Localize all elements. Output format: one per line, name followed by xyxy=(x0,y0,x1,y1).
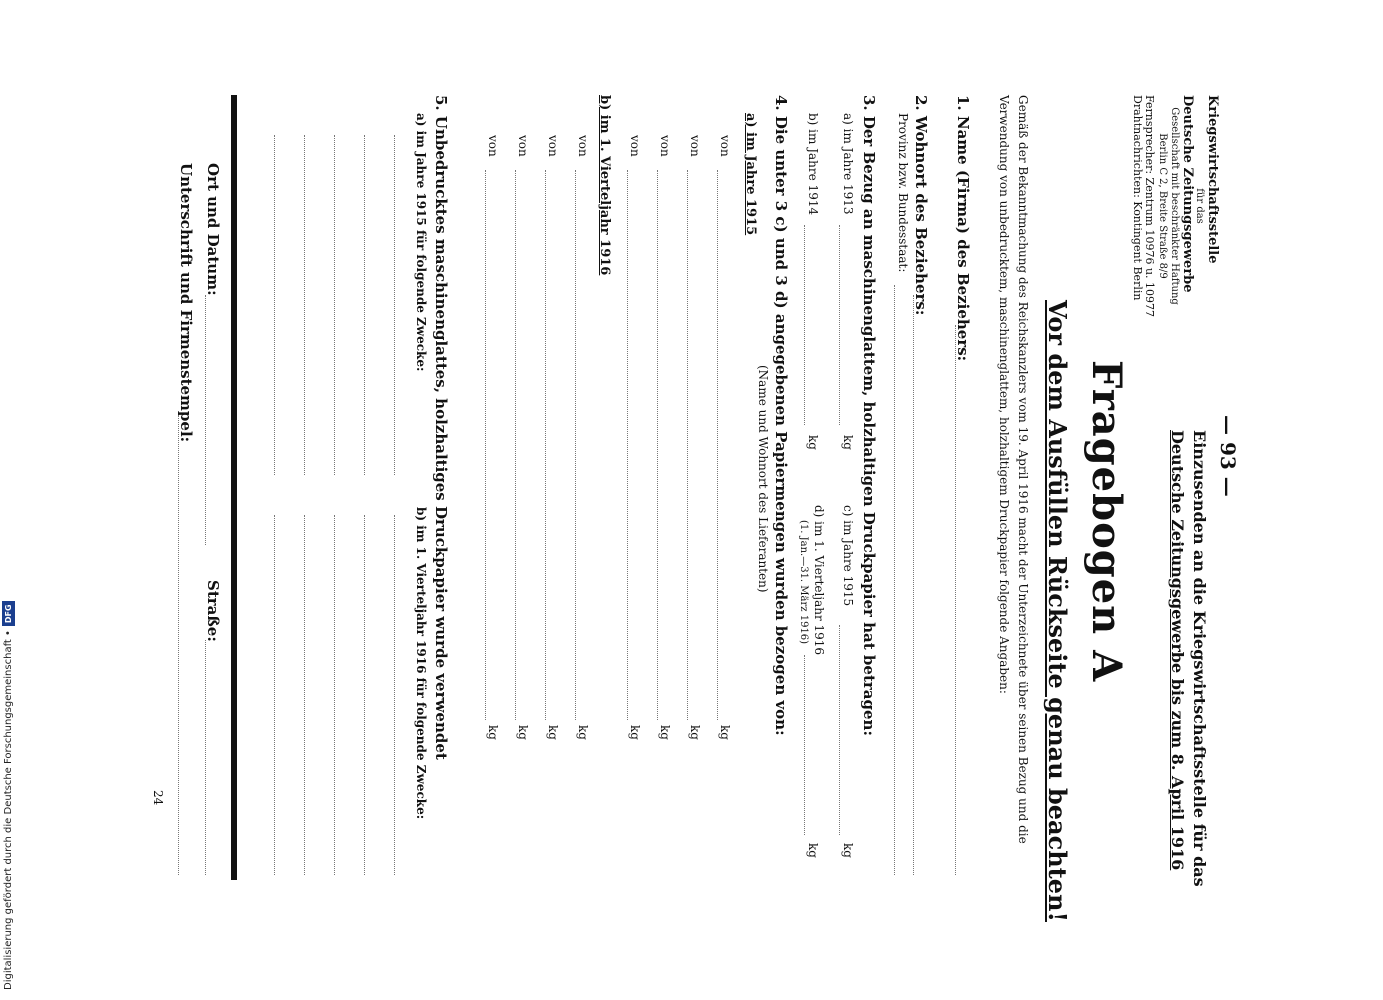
q2-province-line[interactable] xyxy=(894,285,895,875)
q4a-line-1[interactable] xyxy=(717,170,718,720)
question-5: 5. Unbedrucktes maschinenglattes, holzhaltiges Druckpapier wurde verwendet xyxy=(432,95,450,760)
q5b-line-3[interactable] xyxy=(334,515,335,875)
form-subtitle: Vor dem Ausfüllen Rückseite genau beachten! xyxy=(1043,300,1072,922)
q4a-unit-4: kg xyxy=(628,725,642,740)
q4b-von-1: von xyxy=(576,135,590,157)
question-2: 2. Wohnort des Beziehers: xyxy=(912,95,930,316)
q4b-von-4: von xyxy=(486,135,500,157)
q4b-label: b) im 1. Vierteljahr 1916 xyxy=(597,95,612,276)
signature-line[interactable] xyxy=(178,415,179,875)
q4a-von-4: von xyxy=(628,135,642,157)
sender-line-2: für das xyxy=(1194,188,1206,224)
q1-answer-line[interactable] xyxy=(955,325,956,875)
send-to-line-1: Einzusenden an die Kriegswirtschaftsstelle für das xyxy=(1190,430,1209,887)
q4b-unit-4: kg xyxy=(486,725,500,740)
signature-label: Unterschrift und Firmenstempel: xyxy=(177,163,195,443)
q4b-von-3: von xyxy=(516,135,530,157)
q3d-unit: kg xyxy=(806,843,820,858)
send-to-line-2: Deutsche Zeitungsgewerbe bis zum 8. April 1916 xyxy=(1168,430,1187,871)
q5a-line-1[interactable] xyxy=(394,135,395,475)
q5b-label: b) im 1. Vierteljahr 1916 für folgende Zwecke: xyxy=(414,507,428,820)
section-rule xyxy=(231,95,237,880)
q4b-prefix xyxy=(597,95,612,275)
sender-line-6: Fernsprecher: Zentrum 10976 u. 10977 xyxy=(1143,95,1157,318)
sender-line-1: Kriegswirtschaftsstelle xyxy=(1205,95,1220,264)
q5a-line-5[interactable] xyxy=(274,135,275,475)
q4b-line-1[interactable] xyxy=(575,170,576,720)
rotated-form-page xyxy=(140,95,1240,922)
q5b-line-1[interactable] xyxy=(394,515,395,875)
q4b-von-2: von xyxy=(546,135,560,157)
q4a-label: a) im Jahre 1915 xyxy=(743,113,758,236)
dfg-logo: DFG xyxy=(2,601,15,626)
q4b-unit-2: kg xyxy=(546,725,560,740)
footer xyxy=(2,601,15,990)
q3b-answer-line[interactable] xyxy=(804,225,805,425)
q4a-line-4[interactable] xyxy=(627,170,628,720)
q4a-prefix xyxy=(743,113,758,235)
sender-line-7: Drahtnachrichten: Kontingent Berlin xyxy=(1131,95,1144,301)
q5a-line-3[interactable] xyxy=(334,135,335,475)
q3c-answer-line[interactable] xyxy=(839,625,840,835)
q5b-line-5[interactable] xyxy=(274,515,275,875)
q4a-line-3[interactable] xyxy=(657,170,658,720)
q3a-label: a) im Jahre 1913 xyxy=(841,113,855,215)
send-to-block xyxy=(1166,430,1210,887)
footer-text: Digitalisierung gefördert durch die Deutsche Forschungsgemeinschaft • xyxy=(3,630,14,990)
q3c-unit: kg xyxy=(841,843,855,858)
q5b-line-2[interactable] xyxy=(364,515,365,875)
q5b-line-4[interactable] xyxy=(304,515,305,875)
q3b-unit: kg xyxy=(806,435,820,450)
sender-line-5: Berlin C 2, Breite Straße 8/9 xyxy=(1157,133,1168,279)
q3c-label: c) im Jahre 1915 xyxy=(841,505,855,607)
q5a-label: a) im Jahre 1915 für folgende Zwecke: xyxy=(414,113,428,372)
q2-answer-line[interactable] xyxy=(913,295,914,875)
question-3: 3. Der Bezug an maschinenglattem, holzhaltigen Druckpapier hat betragen: xyxy=(860,95,878,736)
q3d-label: d) im 1. Vierteljahr 1916 xyxy=(812,505,826,656)
q3a-answer-line[interactable] xyxy=(839,225,840,425)
q4b-unit-3: kg xyxy=(516,725,530,740)
q4a-line-2[interactable] xyxy=(687,170,688,720)
q3d-note: (1. Jan.—31. März 1916) xyxy=(798,520,809,645)
sender-line-3: Deutsche Zeitungsgewerbe xyxy=(1180,95,1195,293)
strasse-line[interactable] xyxy=(205,640,206,875)
q4a-von-3: von xyxy=(658,135,672,157)
q2-province-label: Provinz bzw. Bundesstaat: xyxy=(896,113,910,273)
sender-line-4: Gesellschaft mit beschränkter Haftung xyxy=(1169,107,1181,305)
q4a-unit-1: kg xyxy=(718,725,732,740)
ort-datum-line[interactable] xyxy=(205,295,206,545)
q3b-label: b) im Jahre 1914 xyxy=(806,113,820,216)
q4a-unit-2: kg xyxy=(688,725,702,740)
q4a-von-1: von xyxy=(718,135,732,157)
intro-text: Gemäß der Bekanntmachung des Reichskanzlers vom 19. April 1916 macht der Unterzeichnete über seinen Bezug und die Verwendung von unbedrucktem, maschinenglattem, holzhaltigem Druckpapier folgende Angaben: xyxy=(997,95,1030,844)
question-4: 4. Die unter 3 c) und 3 d) angegebenen Papiermengen wurden bezogen von: xyxy=(772,95,790,736)
sender-block xyxy=(1131,95,1219,317)
q4b-line-2[interactable] xyxy=(545,170,546,720)
q5a-line-2[interactable] xyxy=(364,135,365,475)
q3d-answer-line[interactable] xyxy=(804,655,805,835)
q4a-unit-3: kg xyxy=(658,725,672,740)
q4-note: (Name und Wohnort des Lieferanten) xyxy=(756,365,770,593)
form-number: 24 xyxy=(151,790,165,806)
q5a-line-4[interactable] xyxy=(304,135,305,475)
q4b-unit-1: kg xyxy=(576,725,590,740)
q4a-von-2: von xyxy=(688,135,702,157)
form-title: Fragebogen A xyxy=(1083,360,1130,683)
question-1: 1. Name (Firma) des Beziehers: xyxy=(954,95,972,362)
q4b-line-3[interactable] xyxy=(515,170,516,720)
q3a-unit: kg xyxy=(841,435,855,450)
ort-datum-label: Ort und Datum: xyxy=(204,163,222,296)
page-number: — 93 — xyxy=(1216,415,1240,497)
strasse-label: Straße: xyxy=(204,580,222,642)
q4b-line-4[interactable] xyxy=(485,170,486,720)
